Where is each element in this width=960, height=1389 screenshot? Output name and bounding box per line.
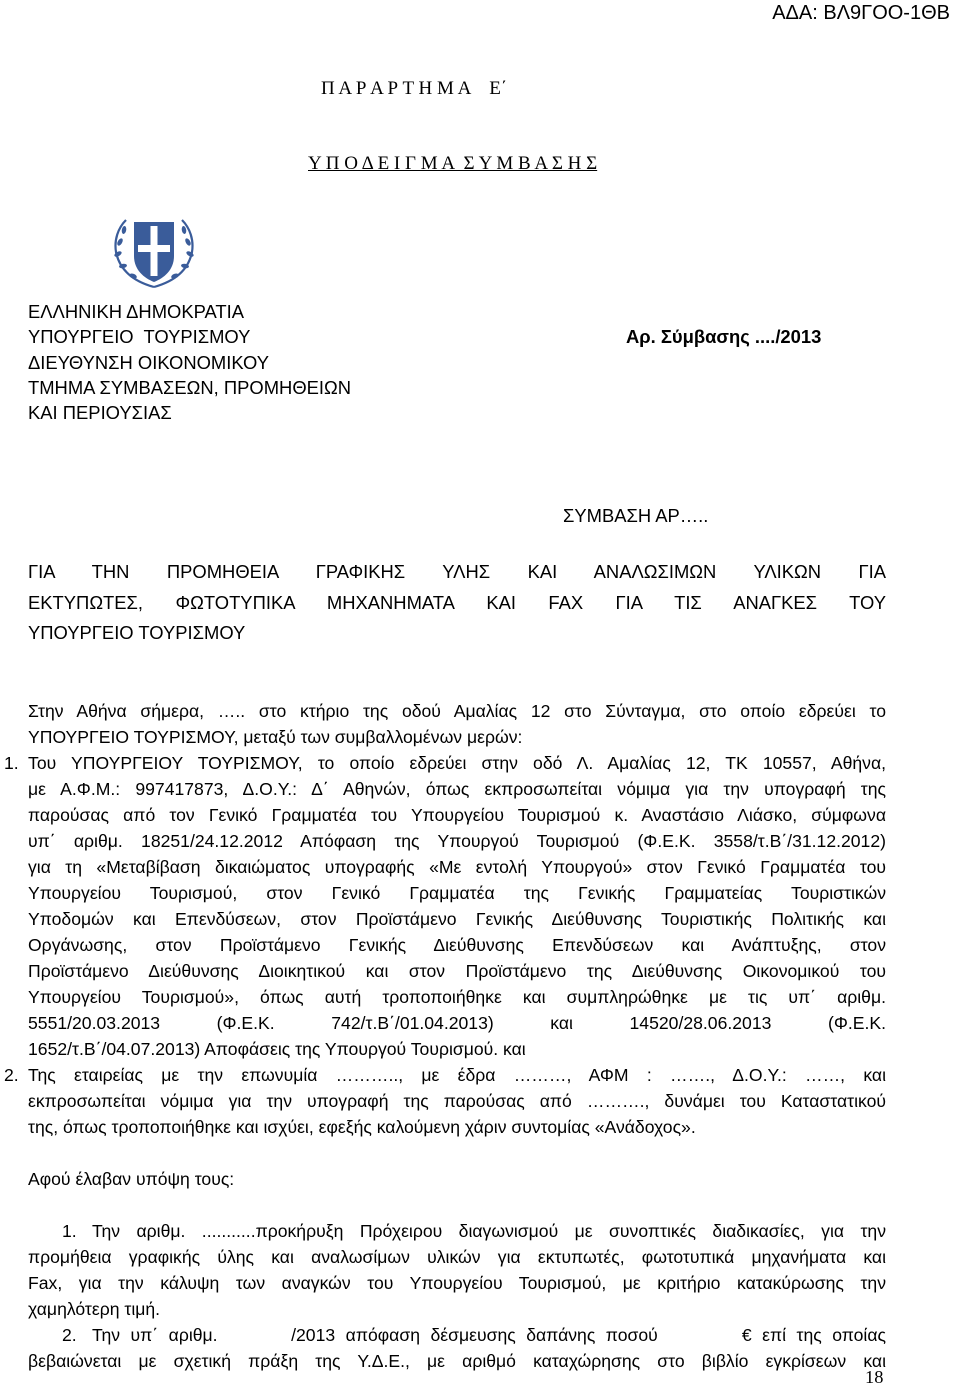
subject-line-1: ΓΙΑ ΤΗΝ ΠΡΟΜΗΘΕΙΑ ΓΡΑΦΙΚΗΣ ΥΛΗΣ ΚΑΙ ΑΝΑΛΩΣΙΜΩΝ ΥΛΙΚΩΝ ΓΙΑ	[28, 561, 886, 582]
intro-line-1: Στην Αθήνα σήμερα, ….. στο κτήριο της οδού Αμαλίας 12 στο Σύνταγμα, στο οποίο εδρεύει το	[28, 701, 886, 721]
whereas-item2-number: 2.	[62, 1325, 77, 1345]
party1-line: Υπουργείου Τουρισμού, στον Γενικό Γραμματέα της Γενικής Γραμματείας Τουριστικών	[28, 883, 886, 903]
contract-heading: ΣΥΜΒΑΣΗ ΑΡ…..	[563, 505, 709, 526]
party1-line: 5551/20.03.2013 (Φ.Ε.Κ. 742/τ.Β΄/01.04.2013) και 14520/28.06.2013 (Φ.Ε.Κ.	[28, 1013, 886, 1033]
party2-line: της, όπως τροποποιήθηκε και ισχύει, εφεξής καλούμενη χάριν συντομίας «Ανάδοχος».	[28, 1117, 696, 1137]
whereas-item1-line: προμήθεια γραφικής ύλης και αναλωσίμων υλικών για εκτυπωτές, φωτοτυπικά μηχανήματα και	[28, 1247, 886, 1267]
party1-line: υπ΄ αριθμ. 18251/24.12.2012 Απόφαση της Υπουργού Τουρισμού (Φ.Ε.Κ. 3558/τ.Β΄/31.12.2012)	[28, 831, 886, 851]
intro-line-2: ΥΠΟΥΡΓΕΙΟ ΤΟΥΡΙΣΜΟΥ, μεταξύ των συμβαλλομένων μερών:	[28, 727, 523, 747]
party2-number: 2.	[4, 1065, 19, 1085]
issuer-line-ministry: ΥΠΟΥΡΓΕΙΟ ΤΟΥΡΙΣΜΟΥ	[28, 326, 251, 347]
party2-line: εκπροσωπείται νόμιμα για την υπογραφή της παρούσας από ………., δυνάμει του Καταστατικού	[28, 1091, 886, 1111]
annex-title: Π Α Ρ Α Ρ Τ Η Μ Α Ε΄	[321, 78, 508, 99]
party1-line: Οργάνωσης, στον Προϊστάμενο Γενικής Διεύθυνσης Επενδύσεων και Ανάπτυξης, στον	[28, 935, 886, 955]
party1-line: με Α.Φ.Μ.: 997417873, Δ.Ο.Υ.: Δ΄ Αθηνών, όπως εκπροσωπείται νόμιμα για την υπογραφή της	[28, 779, 886, 799]
whereas-item2-line: βεβαιώνεται με σχετική πράξη της Υ.Δ.Ε., με αριθμό καταχώρησης στο βιβλίο εγκρίσεων και	[28, 1351, 886, 1371]
party1-line: 1652/τ.Β΄/04.07.2013) Αποφάσεις της Υπουργού Τουρισμού. και	[28, 1039, 526, 1059]
party1-number: 1.	[4, 753, 19, 773]
party1-line: για τη «Μεταβίβαση δικαιώματος υπογραφής «Με εντολή Υπουργού» στον Γενικό Γραμματέα του	[28, 857, 886, 877]
page-number: 18	[865, 1367, 884, 1387]
coat-of-arms-emblem	[106, 212, 202, 290]
party2-line: Της εταιρείας με την επωνυμία ……….., με έδρα ………, ΑΦΜ : ……., Δ.Ο.Υ.: ……, και	[28, 1065, 886, 1085]
party1-line: παρούσας από τον Γενικό Γραμματέα του Υπουργείου Τουρισμού κ. Αναστάσιο Λιάσκο, σύμφωνα	[28, 805, 886, 825]
whereas-heading: Αφού έλαβαν υπόψη τους:	[28, 1169, 235, 1189]
whereas-item1-number: 1.	[62, 1221, 77, 1241]
ada-code: ΑΔΑ: ΒΛ9ΓΟΟ-1ΘΒ	[772, 2, 950, 24]
contract-number: Αρ. Σύμβασης ..../2013	[626, 326, 822, 347]
sample-contract-title: Υ Π Ο Δ Ε Ι Γ Μ Α Σ Υ Μ Β Α Σ Η Σ	[308, 153, 598, 174]
issuer-line-republic: ΕΛΛΗΝΙΚΗ ΔΗΜΟΚΡΑΤΙΑ	[28, 301, 245, 322]
party1-line: Προϊστάμενο Διεύθυνσης Διοικητικού και στον Προϊστάμενο της Διεύθυνσης Οικονομικού του	[28, 961, 886, 981]
party1-line: Υποδομών και Επενδύσεων, στον Προϊστάμενο Γενικής Διεύθυνσης Τουριστικής Πολιτικής και	[28, 909, 886, 929]
party1-line: Του ΥΠΟΥΡΓΕΙΟΥ ΤΟΥΡΙΣΜΟΥ, το οποίο εδρεύει στην οδό Λ. Αμαλίας 12, ΤΚ 10557, Αθήνα,	[28, 753, 886, 773]
whereas-item2-line: Την υπ΄ αριθμ. /2013 απόφαση δέσμευσης δαπάνης ποσού € επί της οποίας	[92, 1325, 886, 1345]
issuer-line-department: ΤΜΗΜΑ ΣΥΜΒΑΣΕΩΝ, ΠΡΟΜΗΘΕΙΩΝ	[28, 377, 352, 398]
whereas-item1-line: Fax, για την κάλυψη των αναγκών του Υπουργείου Τουρισμού, με κριτήριο κατακύρωσης την	[28, 1273, 886, 1293]
party1-line: Υπουργείου Τουρισμού», όπως αυτή τροποποιήθηκε και συμπληρώθηκε με τις υπ΄ αριθμ.	[28, 987, 886, 1007]
whereas-item1-line: χαμηλότερη τιμή.	[28, 1299, 161, 1319]
subject-line-2: ΕΚΤΥΠΩΤΕΣ, ΦΩΤΟΤΥΠΙΚΑ ΜΗΧΑΝΗΜΑΤΑ ΚΑΙ FAX ΓΙΑ ΤΙΣ ΑΝΑΓΚΕΣ ΤΟΥ	[28, 592, 886, 613]
issuer-line-property: ΚΑΙ ΠΕΡΙΟΥΣΙΑΣ	[28, 402, 172, 423]
issuer-line-directorate: ΔΙΕΥΘΥΝΣΗ ΟΙΚΟΝΟΜΙΚΟΥ	[28, 352, 270, 373]
greek-coat-of-arms-icon	[106, 212, 202, 290]
whereas-item1-line: Την αριθμ. ...........προκήρυξη Πρόχειρου διαγωνισμού με συνοπτικές διαδικασίες, για την	[92, 1221, 886, 1241]
subject-line-3: ΥΠΟΥΡΓΕΙΟ ΤΟΥΡΙΣΜΟΥ	[28, 622, 246, 643]
